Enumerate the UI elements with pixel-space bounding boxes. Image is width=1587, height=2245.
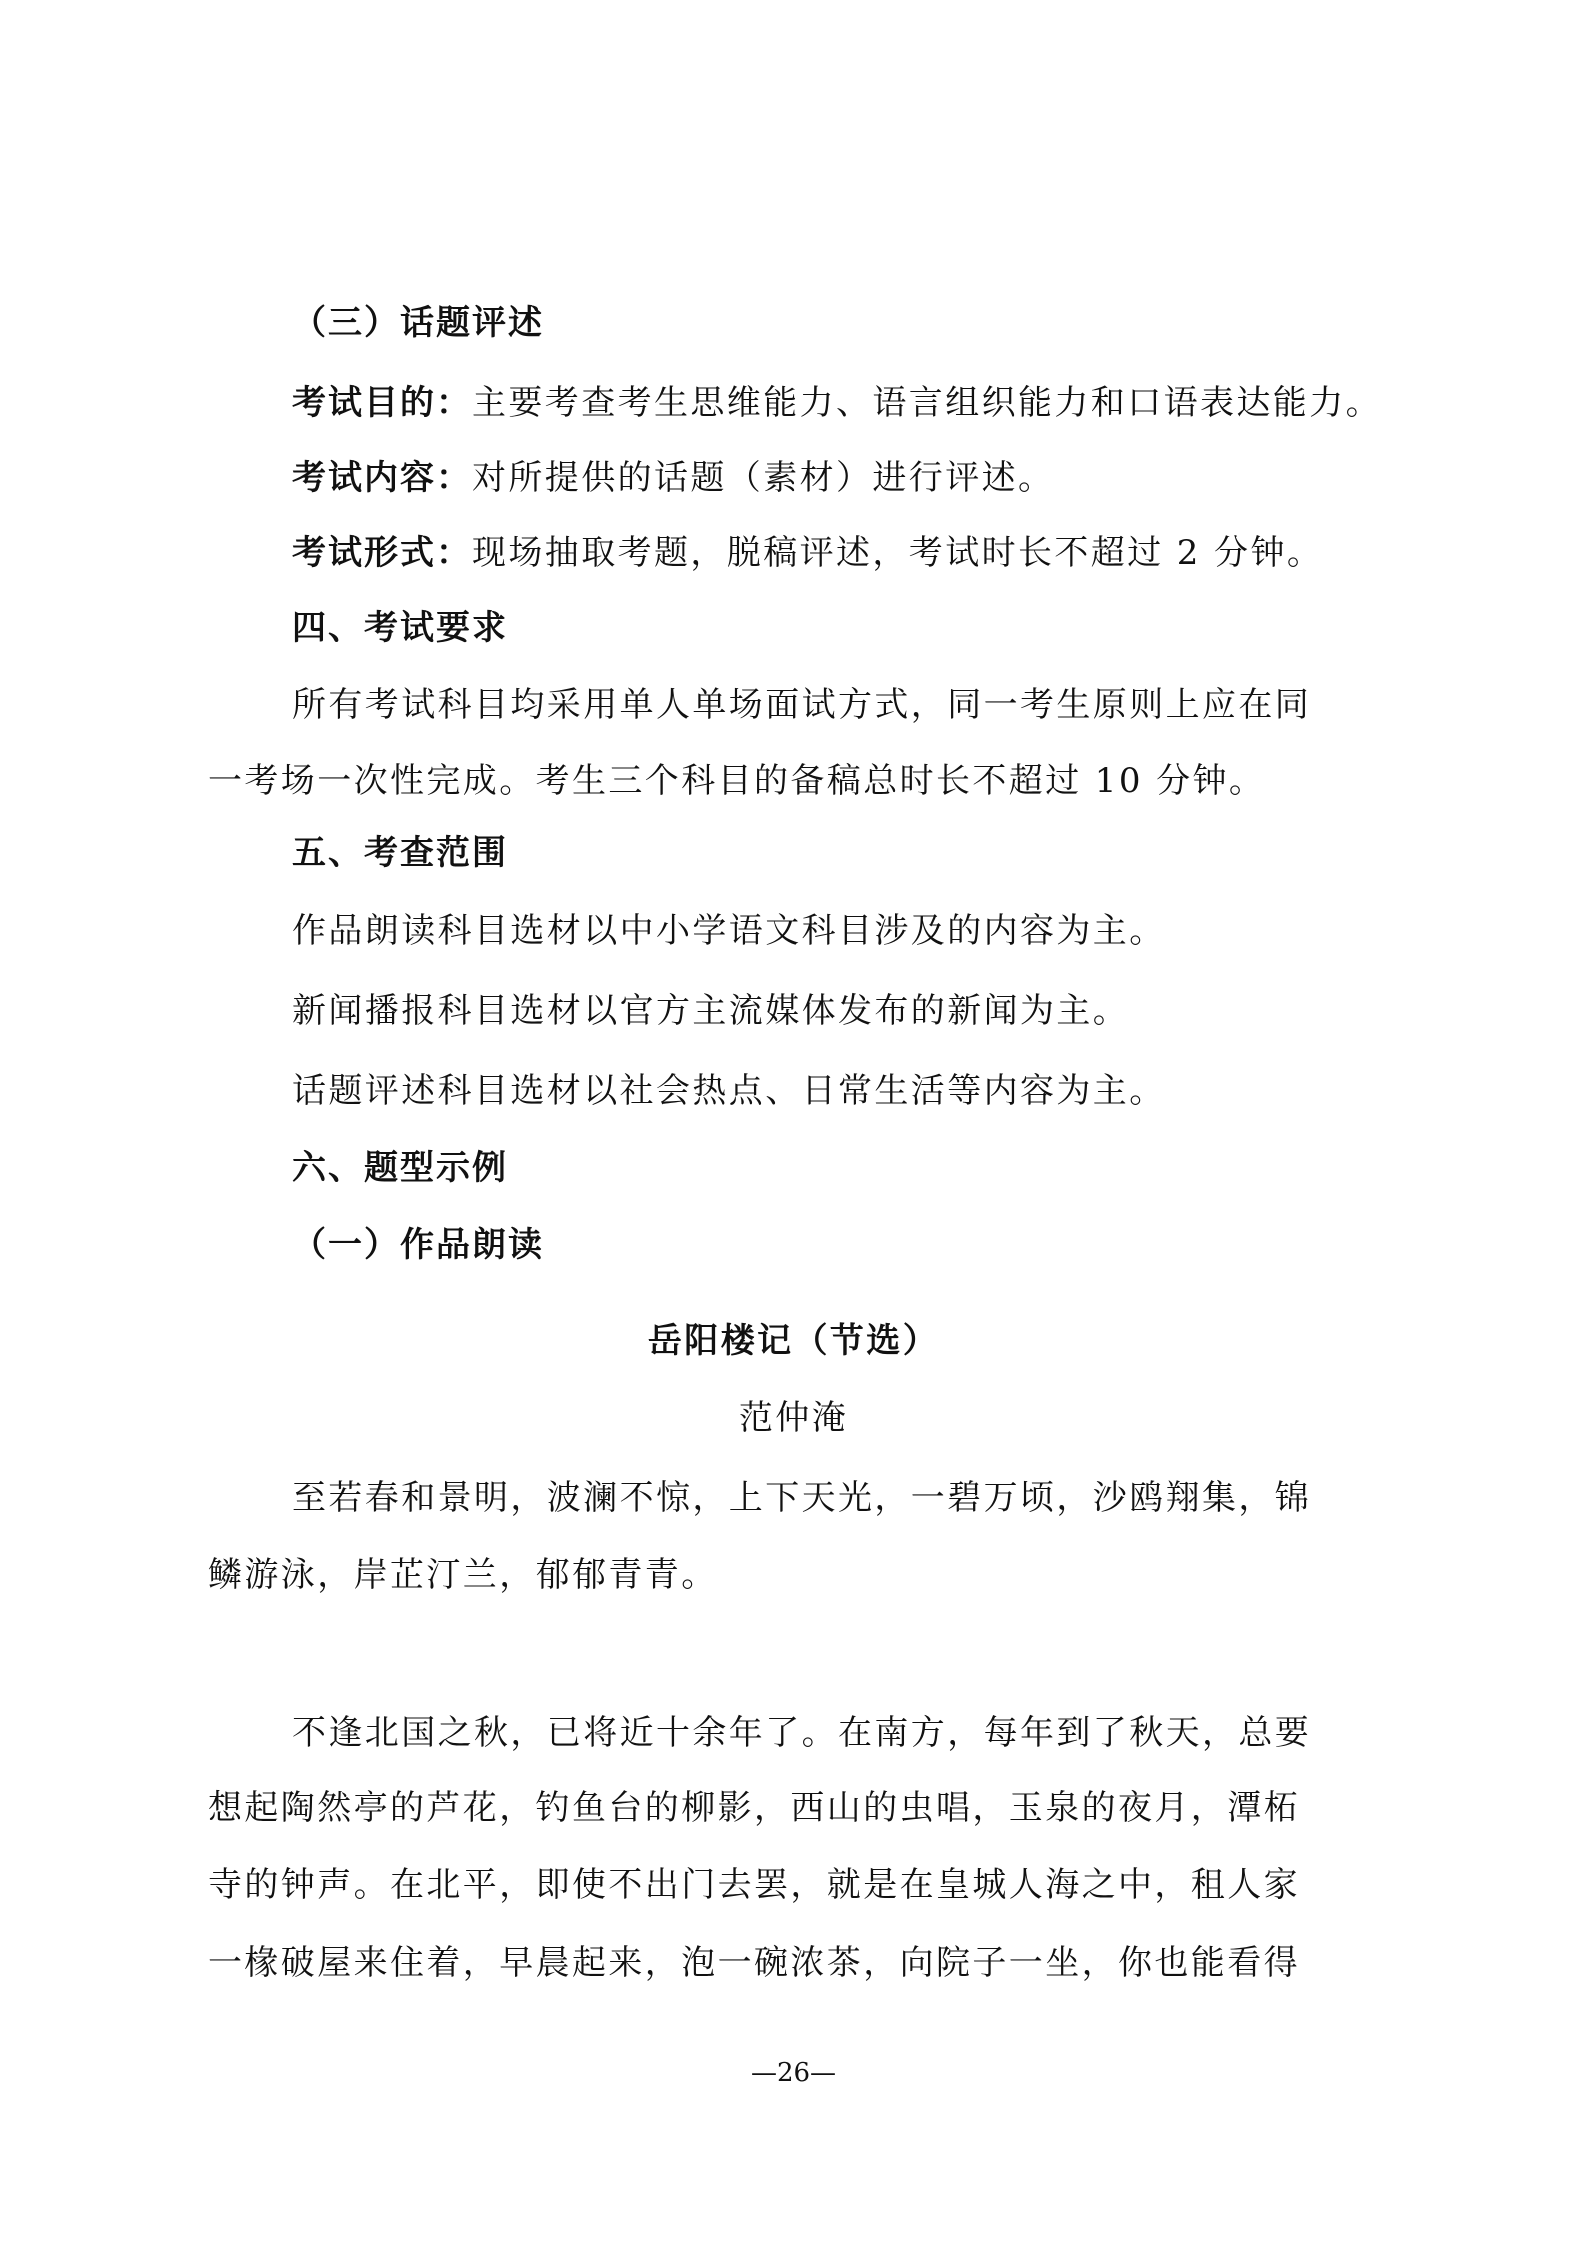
excerpt-author: 范仲淹 bbox=[738, 1398, 849, 1438]
exam-content-label: 考试内容： bbox=[292, 458, 472, 498]
excerpt-line-2: 鳞游泳，岸芷汀兰，郁郁青青。 bbox=[208, 1555, 718, 1595]
exam-form bbox=[292, 530, 1323, 576]
exam-form-text: 现场抽取考题，脱稿评述，考试时长不超过 2 分钟。 bbox=[472, 533, 1324, 573]
requirements-line-1: 所有考试科目均采用单人单场面试方式，同一考生原则上应在同 bbox=[292, 685, 1312, 725]
page-number: —26— bbox=[750, 2058, 837, 2088]
scope-item-topic: 话题评述科目选材以社会热点、日常生活等内容为主。 bbox=[292, 1071, 1166, 1111]
section-heading-examples: 六、题型示例 bbox=[292, 1148, 508, 1188]
exam-content-text: 对所提供的话题（素材）进行评述。 bbox=[472, 458, 1055, 498]
passage-line-3: 寺的钟声。在北平，即使不出门去罢，就是在皇城人海之中，租人家 bbox=[208, 1865, 1300, 1905]
excerpt-line-1: 至若春和景明，波澜不惊，上下天光，一碧万顷，沙鸥翔集，锦 bbox=[292, 1478, 1312, 1518]
excerpt-title: 岳阳楼记（节选） bbox=[647, 1321, 940, 1361]
exam-purpose-text: 主要考查考生思维能力、语言组织能力和口语表达能力。 bbox=[472, 383, 1382, 423]
exam-purpose bbox=[292, 380, 1382, 426]
section-heading-scope: 五、考查范围 bbox=[292, 833, 508, 873]
section-heading-topic-commentary: （三）话题评述 bbox=[292, 303, 544, 343]
passage-line-2: 想起陶然亭的芦花，钓鱼台的柳影，西山的虫唱，玉泉的夜月，潭柘 bbox=[208, 1788, 1300, 1828]
requirements-line-2: 一考场一次性完成。考生三个科目的备稿总时长不超过 10 分钟。 bbox=[208, 761, 1266, 801]
section-heading-requirements: 四、考试要求 bbox=[292, 608, 508, 648]
exam-form-label: 考试形式： bbox=[292, 533, 472, 573]
exam-purpose-label: 考试目的： bbox=[292, 383, 472, 423]
scope-item-reading: 作品朗读科目选材以中小学语文科目涉及的内容为主。 bbox=[292, 911, 1166, 951]
exam-content bbox=[292, 455, 1054, 501]
section-heading-reading: （一）作品朗读 bbox=[292, 1225, 544, 1265]
passage-line-4: 一椽破屋来住着，早晨起来，泡一碗浓茶，向院子一坐，你也能看得 bbox=[208, 1943, 1300, 1983]
scope-item-news: 新闻播报科目选材以官方主流媒体发布的新闻为主。 bbox=[292, 991, 1130, 1031]
passage-line-1: 不逢北国之秋，已将近十余年了。在南方，每年到了秋天，总要 bbox=[292, 1713, 1312, 1753]
